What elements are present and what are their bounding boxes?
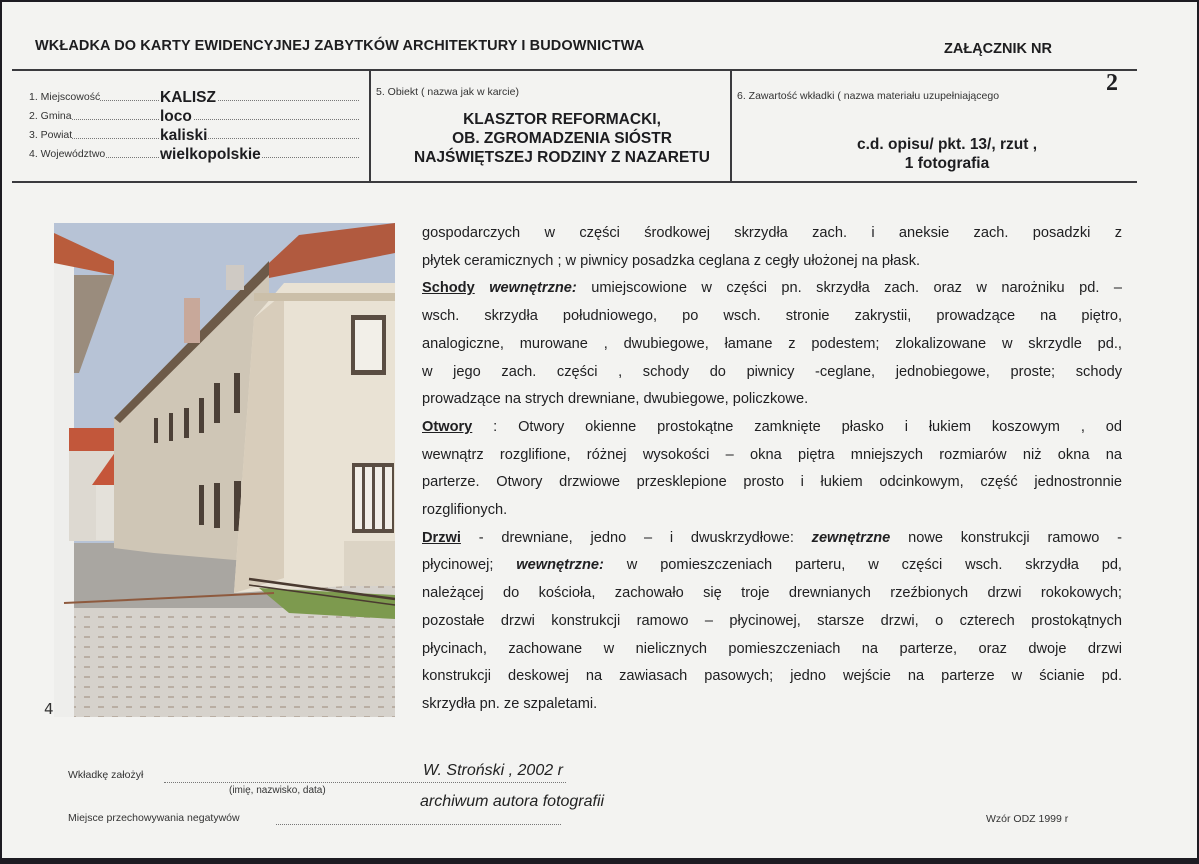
form-pattern-note: Wzór ODZ 1999 r — [986, 813, 1069, 825]
text-line: gospodarczych w części środkowej skrzydła zach. i aneksie zach. posadzki z — [422, 225, 1122, 241]
field-value: kaliski — [160, 127, 208, 144]
field-label: 3. Powiat — [29, 129, 73, 141]
object-name-line: KLASZTOR REFORMACKI, — [463, 111, 661, 128]
stairs-subheading: wewnętrzne: — [489, 280, 577, 297]
field-label: 2. Gmina — [29, 110, 72, 122]
text-line: skrzydła pn. ze szpaletami. — [422, 695, 598, 712]
doors-second-line — [422, 552, 1122, 580]
field-locality — [29, 86, 359, 104]
document-page — [2, 2, 1197, 858]
dotted-line — [164, 782, 426, 783]
negatives-value: archiwum autora fotografii — [420, 793, 605, 810]
dotted-line — [29, 119, 359, 120]
field-label: 1. Miejscowość — [29, 91, 101, 103]
contents-value-line: c.d. opisu/ pkt. 13/, rzut , — [857, 136, 1037, 153]
text-line: płycinach, zachowane w nielicznych pomieszczeniach na parterze, oraz dwoje drzwi — [422, 640, 1122, 657]
text-line: wsch. skrzydła południowego, po wsch. stronie zakrystii, prowadzące na piętro, — [422, 308, 1122, 325]
text-span: - drewniane, jedno – i dwuskrzydłowe: — [460, 529, 812, 546]
field-value: loco — [160, 108, 192, 125]
author-label: Wkładkę założył — [68, 769, 144, 781]
object-label: 5. Obiekt ( nazwa jak w karcie) — [376, 86, 519, 98]
text-line: analogiczne, murowane , dwubiegowe, łamane z podestem; zlokalizowane w skrzydle pd., — [422, 335, 1122, 352]
text-line: parterze. Otwory drzwiowe przesklepione prosto i łukiem odcinkowym, część jednostronnie — [422, 474, 1122, 491]
field-value: wielkopolskie — [160, 146, 261, 163]
text-span: wewnętrzne: — [516, 557, 604, 574]
negatives-label: Miejsce przechowywania negatywów — [68, 812, 240, 824]
object-name-line: OB. ZGROMADZENIA SIÓSTR — [452, 130, 672, 147]
text-span: w pomieszczeniach parteru, w części wsch. skrzydła pd, — [603, 557, 1122, 574]
field-voivodeship — [29, 143, 359, 161]
text-span: nowe konstrukcji ramowo - — [890, 529, 1122, 546]
annex-label: ZAŁĄCZNIK NR — [944, 41, 1052, 57]
text-line: pozostałe drzwi konstrukcji ramowo – płycinowej, starsze drzwi, o czterech prostokątnych — [422, 612, 1122, 629]
photo-illustration — [54, 223, 395, 717]
column-divider-1 — [369, 70, 371, 182]
openings-first-line — [422, 414, 1122, 442]
text-span: umiejscowione w części pn. skrzydła zach. oraz w narożniku pd. – — [576, 280, 1122, 297]
description-text — [422, 220, 1122, 719]
openings-heading: Otwory — [422, 418, 473, 435]
photo-number: 4 — [44, 700, 54, 718]
text-line: w jego zach. części , schody do piwnicy -ceglane, jednobiegowe, proste; schody — [422, 363, 1122, 380]
stairs-heading: Schody — [422, 280, 475, 297]
text-line: płytek ceramicznych ; w piwnicy posadzka ceglana z cegły ułożonej na płask. — [422, 252, 921, 269]
contents-value-line: 1 fotografia — [904, 155, 990, 172]
dotted-line — [423, 782, 566, 783]
header-top-rule — [12, 69, 1137, 71]
text-line: należącej do kościoła, zachowało się troje drewnianych rzeźbionych drzwi rokokowych; — [422, 585, 1122, 602]
object-name-line: NAJŚWIĘTSZEJ RODZINY Z NAZARETU — [414, 149, 710, 166]
form-title: WKŁADKA DO KARTY EWIDENCYJNEJ ZABYTKÓW ARCHITEKTURY I BUDOWNICTWA — [35, 38, 645, 54]
header-bottom-rule — [12, 181, 1137, 183]
annex-number: 2 — [1106, 70, 1118, 96]
doors-heading: Drzwi — [422, 529, 461, 546]
doors-first-line — [422, 525, 1122, 553]
author-hint: (imię, nazwisko, data) — [229, 785, 326, 796]
field-commune — [29, 105, 359, 123]
contents-label: 6. Zawartość wkładki ( nazwa materiału uzupełniającego — [737, 90, 1000, 102]
object-name — [382, 110, 742, 167]
stairs-first-line — [422, 275, 1122, 303]
field-county — [29, 124, 359, 142]
text-span: płycinowej; — [422, 557, 517, 574]
author-value: W. Stroński , 2002 r — [423, 762, 563, 779]
building-photograph — [54, 223, 395, 717]
field-value: KALISZ — [160, 89, 216, 106]
text-line: wewnątrz rozglifione, różnej wysokości – okna piętra mniejszych rozmiarów niż okna na — [422, 446, 1122, 463]
text-line: konstrukcji deskowej na zawiasach pasowych; jedno wejście na parterze w ścianie pd. — [422, 668, 1122, 685]
text-span: : Otwory okienne prostokątne zamknięte płasko i łukiem koszowym , od — [472, 418, 1122, 435]
text-span: zewnętrzne — [811, 529, 891, 546]
text-line: prowadzące na strych drewniane, dwubiegowe, policzkowe. — [422, 391, 809, 408]
dotted-line — [276, 824, 561, 825]
contents-value — [762, 135, 1132, 173]
text-line: rozglifionych. — [422, 502, 508, 519]
field-label: 4. Województwo — [29, 148, 106, 160]
